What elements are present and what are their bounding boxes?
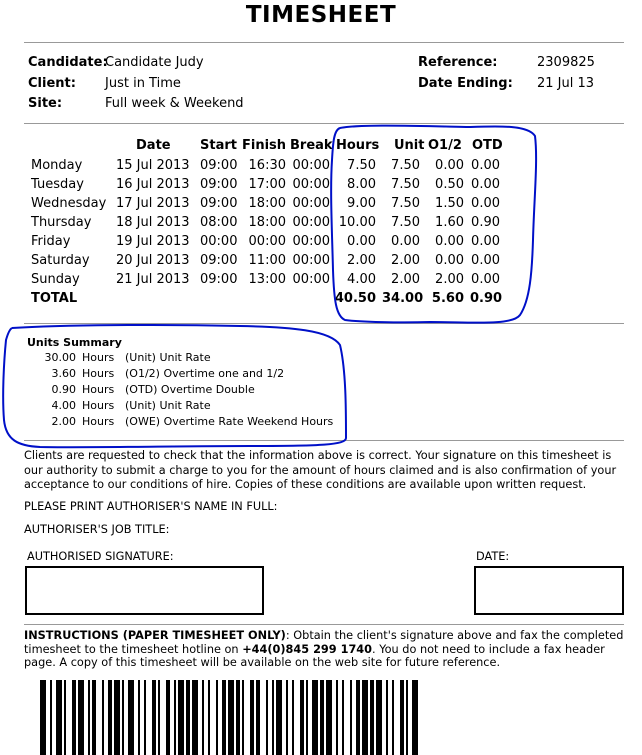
barcode-bar: [386, 680, 388, 755]
barcode-bar: [174, 680, 176, 755]
row-day: Monday: [31, 158, 83, 173]
total-hours: 40.50: [334, 291, 376, 306]
barcode-bar: [342, 680, 344, 755]
cell-hours: 4.00: [347, 272, 376, 287]
barcode-bar: [370, 680, 374, 755]
barcode-bar: [406, 680, 408, 755]
units-unit: Hours: [82, 351, 115, 364]
barcode-bar: [166, 680, 170, 755]
column-header: Break: [290, 138, 333, 153]
barcode-bar: [92, 680, 96, 755]
cell-otd: 0.90: [471, 215, 500, 230]
row-day: Friday: [31, 234, 71, 249]
cell-brk: 00:00: [292, 215, 330, 230]
cell-otd: 0.00: [471, 253, 500, 268]
barcode-bar: [236, 680, 240, 755]
total-unit: 34.00: [382, 291, 424, 306]
cell-date: 19 Jul 2013: [116, 234, 190, 249]
barcode-bar: [108, 680, 112, 755]
units-description: (OTD) Overtime Double: [125, 383, 255, 396]
instructions-heading: INSTRUCTIONS (PAPER TIMESHEET ONLY): [24, 629, 286, 642]
cell-unit: 7.50: [391, 158, 420, 173]
cell-finish: 18:00: [248, 196, 286, 211]
barcode-bar: [362, 680, 368, 755]
barcode-bar: [312, 680, 318, 755]
row-day: Tuesday: [31, 177, 84, 192]
cell-hours: 10.00: [338, 215, 376, 230]
signature-label: AUTHORISED SIGNATURE:: [27, 550, 174, 563]
barcode-bar: [276, 680, 282, 755]
cell-otd: 0.00: [471, 177, 500, 192]
row-day: Sunday: [31, 272, 80, 287]
terms-notice: Clients are requested to check that the information above is correct. Your signature on this timesheet is our authority to submit a charge to you for the amount of hours claimed and is also confirmation of your acceptance to our conditions of hire. Copies of these conditions are available upon written request.: [24, 449, 617, 491]
cell-hours: 8.00: [347, 177, 376, 192]
cell-brk: 00:00: [292, 272, 330, 287]
date-ending-label: Date Ending:: [418, 76, 513, 91]
barcode-bar: [350, 680, 352, 755]
cell-unit: 2.00: [391, 253, 420, 268]
cell-unit: 2.00: [391, 272, 420, 287]
cell-o12: 0.00: [435, 253, 464, 268]
candidate-value: Candidate Judy: [105, 55, 204, 70]
cell-otd: 0.00: [471, 196, 500, 211]
units-unit: Hours: [82, 367, 115, 380]
barcode-bar: [178, 680, 184, 755]
cell-unit: 7.50: [391, 177, 420, 192]
barcode-bar: [50, 680, 52, 755]
barcode-bar: [78, 680, 84, 755]
reference-label: Reference:: [418, 55, 498, 70]
cell-unit: 7.50: [391, 196, 420, 211]
date-label: DATE:: [476, 550, 510, 563]
units-description: (OWE) Overtime Rate Weekend Hours: [125, 415, 334, 428]
column-header: Hours: [336, 138, 380, 153]
cell-unit: 7.50: [391, 215, 420, 230]
cell-start: 00:00: [200, 234, 238, 249]
barcode-bar: [192, 680, 198, 755]
cell-brk: 00:00: [292, 158, 330, 173]
cell-otd: 0.00: [471, 234, 500, 249]
barcode-bar: [392, 680, 394, 755]
barcode-bar: [272, 680, 274, 755]
divider: [24, 123, 624, 124]
barcode-bar: [186, 680, 190, 755]
units-amount: 4.00: [51, 399, 76, 412]
row-day: Thursday: [31, 215, 92, 230]
barcode-bar: [306, 680, 308, 755]
cell-o12: 0.50: [435, 177, 464, 192]
barcode-bar: [72, 680, 76, 755]
cell-date: 15 Jul 2013: [116, 158, 190, 173]
barcode-bar: [158, 680, 160, 755]
instructions: [24, 629, 624, 670]
column-header: Date: [136, 138, 171, 153]
cell-hours: 0.00: [347, 234, 376, 249]
divider: [24, 323, 624, 324]
date-box[interactable]: [474, 566, 624, 615]
cell-start: 09:00: [200, 272, 238, 287]
barcode-bar: [128, 680, 134, 755]
barcode-bar: [400, 680, 404, 755]
cell-finish: 11:00: [248, 253, 286, 268]
cell-finish: 17:00: [248, 177, 286, 192]
site-label: Site:: [28, 96, 63, 111]
units-amount: 3.60: [51, 367, 76, 380]
cell-o12: 2.00: [435, 272, 464, 287]
client-label: Client:: [28, 76, 76, 91]
barcode-bar: [250, 680, 254, 755]
cell-otd: 0.00: [471, 158, 500, 173]
units-summary-title: Units Summary: [27, 336, 122, 349]
authoriser-name-label: PLEASE PRINT AUTHORISER'S NAME IN FULL:: [24, 500, 278, 513]
barcode-bar: [242, 680, 244, 755]
barcode-bar: [286, 680, 288, 755]
instructions-text-2: . You do not need to include a fax header page. A copy of this timesheet will be available on the web site for future reference.: [24, 642, 605, 669]
total-otd: 0.90: [470, 291, 503, 306]
cell-start: 09:00: [200, 196, 238, 211]
cell-date: 17 Jul 2013: [116, 196, 190, 211]
column-header: Start: [200, 138, 237, 153]
cell-hours: 2.00: [347, 253, 376, 268]
barcode-bar: [88, 680, 90, 755]
barcode-bar: [412, 680, 418, 755]
units-amount: 0.90: [51, 383, 76, 396]
cell-o12: 1.50: [435, 196, 464, 211]
barcode-bar: [208, 680, 210, 755]
cell-o12: 0.00: [435, 234, 464, 249]
barcode-bar: [228, 680, 234, 755]
barcode-bar: [320, 680, 324, 755]
barcode-bar: [300, 680, 304, 755]
cell-brk: 00:00: [292, 177, 330, 192]
cell-o12: 1.60: [435, 215, 464, 230]
total-label: TOTAL: [31, 291, 78, 306]
barcode-bar: [266, 680, 268, 755]
units-description: (Unit) Unit Rate: [125, 351, 211, 364]
cell-hours: 7.50: [347, 158, 376, 173]
cell-date: 16 Jul 2013: [116, 177, 190, 192]
cell-start: 09:00: [200, 158, 238, 173]
barcode-bar: [144, 680, 146, 755]
barcode-bar: [40, 680, 46, 755]
cell-date: 21 Jul 2013: [116, 272, 190, 287]
hotline-number: +44(0)845 299 1740: [242, 642, 373, 656]
divider: [24, 42, 624, 43]
units-amount: 30.00: [44, 351, 76, 364]
cell-finish: 16:30: [248, 158, 286, 173]
cell-date: 18 Jul 2013: [116, 215, 190, 230]
units-unit: Hours: [82, 383, 115, 396]
column-header: Finish: [242, 138, 287, 153]
units-description: (O1/2) Overtime one and 1/2: [125, 367, 285, 380]
cell-otd: 0.00: [471, 272, 500, 287]
date-ending-value: 21 Jul 13: [537, 76, 595, 91]
client-value: Just in Time: [105, 76, 181, 91]
barcode-bar: [122, 680, 124, 755]
cell-hours: 9.00: [347, 196, 376, 211]
barcode-bar: [292, 680, 294, 755]
units-description: (Unit) Unit Rate: [125, 399, 211, 412]
candidate-label: Candidate:: [28, 55, 108, 70]
cell-finish: 18:00: [248, 215, 286, 230]
barcode-bar: [256, 680, 260, 755]
units-unit: Hours: [82, 415, 115, 428]
row-day: Wednesday: [31, 196, 107, 211]
cell-unit: 0.00: [391, 234, 420, 249]
units-unit: Hours: [82, 399, 115, 412]
barcode-bar: [222, 680, 226, 755]
authoriser-job-label: AUTHORISER'S JOB TITLE:: [24, 523, 170, 536]
instructions-text: : Obtain the client's signature above and fax the completed timesheet to the timesheet hotline on: [24, 629, 624, 656]
barcode-bar: [102, 680, 104, 755]
total-o12: 5.60: [431, 291, 464, 306]
cell-start: 09:00: [200, 177, 238, 192]
column-header: O1/2: [428, 138, 462, 153]
divider: [24, 624, 624, 625]
barcode-bar: [356, 680, 360, 755]
reference-value: 2309825: [537, 55, 595, 70]
cell-start: 08:00: [200, 215, 238, 230]
barcode-bar: [326, 680, 332, 755]
cell-brk: 00:00: [292, 196, 330, 211]
cell-brk: 00:00: [292, 234, 330, 249]
barcode-bar: [64, 680, 66, 755]
barcode-bar: [202, 680, 204, 755]
cell-start: 09:00: [200, 253, 238, 268]
barcode-bar: [152, 680, 156, 755]
barcode-bar: [138, 680, 140, 755]
barcode-bar: [56, 680, 62, 755]
site-value: Full week & Weekend: [105, 96, 244, 111]
cell-finish: 00:00: [248, 234, 286, 249]
cell-finish: 13:00: [248, 272, 286, 287]
barcode-bar: [336, 680, 338, 755]
barcode-bar: [376, 680, 382, 755]
units-amount: 2.00: [51, 415, 76, 428]
cell-date: 20 Jul 2013: [116, 253, 190, 268]
divider: [24, 440, 624, 441]
signature-box[interactable]: [25, 566, 264, 615]
row-day: Saturday: [31, 253, 90, 268]
barcode-bar: [114, 680, 120, 755]
page-title: TIMESHEET: [245, 2, 397, 28]
barcode-bar: [216, 680, 218, 755]
cell-brk: 00:00: [292, 253, 330, 268]
column-header: OTD: [472, 138, 503, 153]
cell-o12: 0.00: [435, 158, 464, 173]
column-header: Unit: [394, 138, 425, 153]
